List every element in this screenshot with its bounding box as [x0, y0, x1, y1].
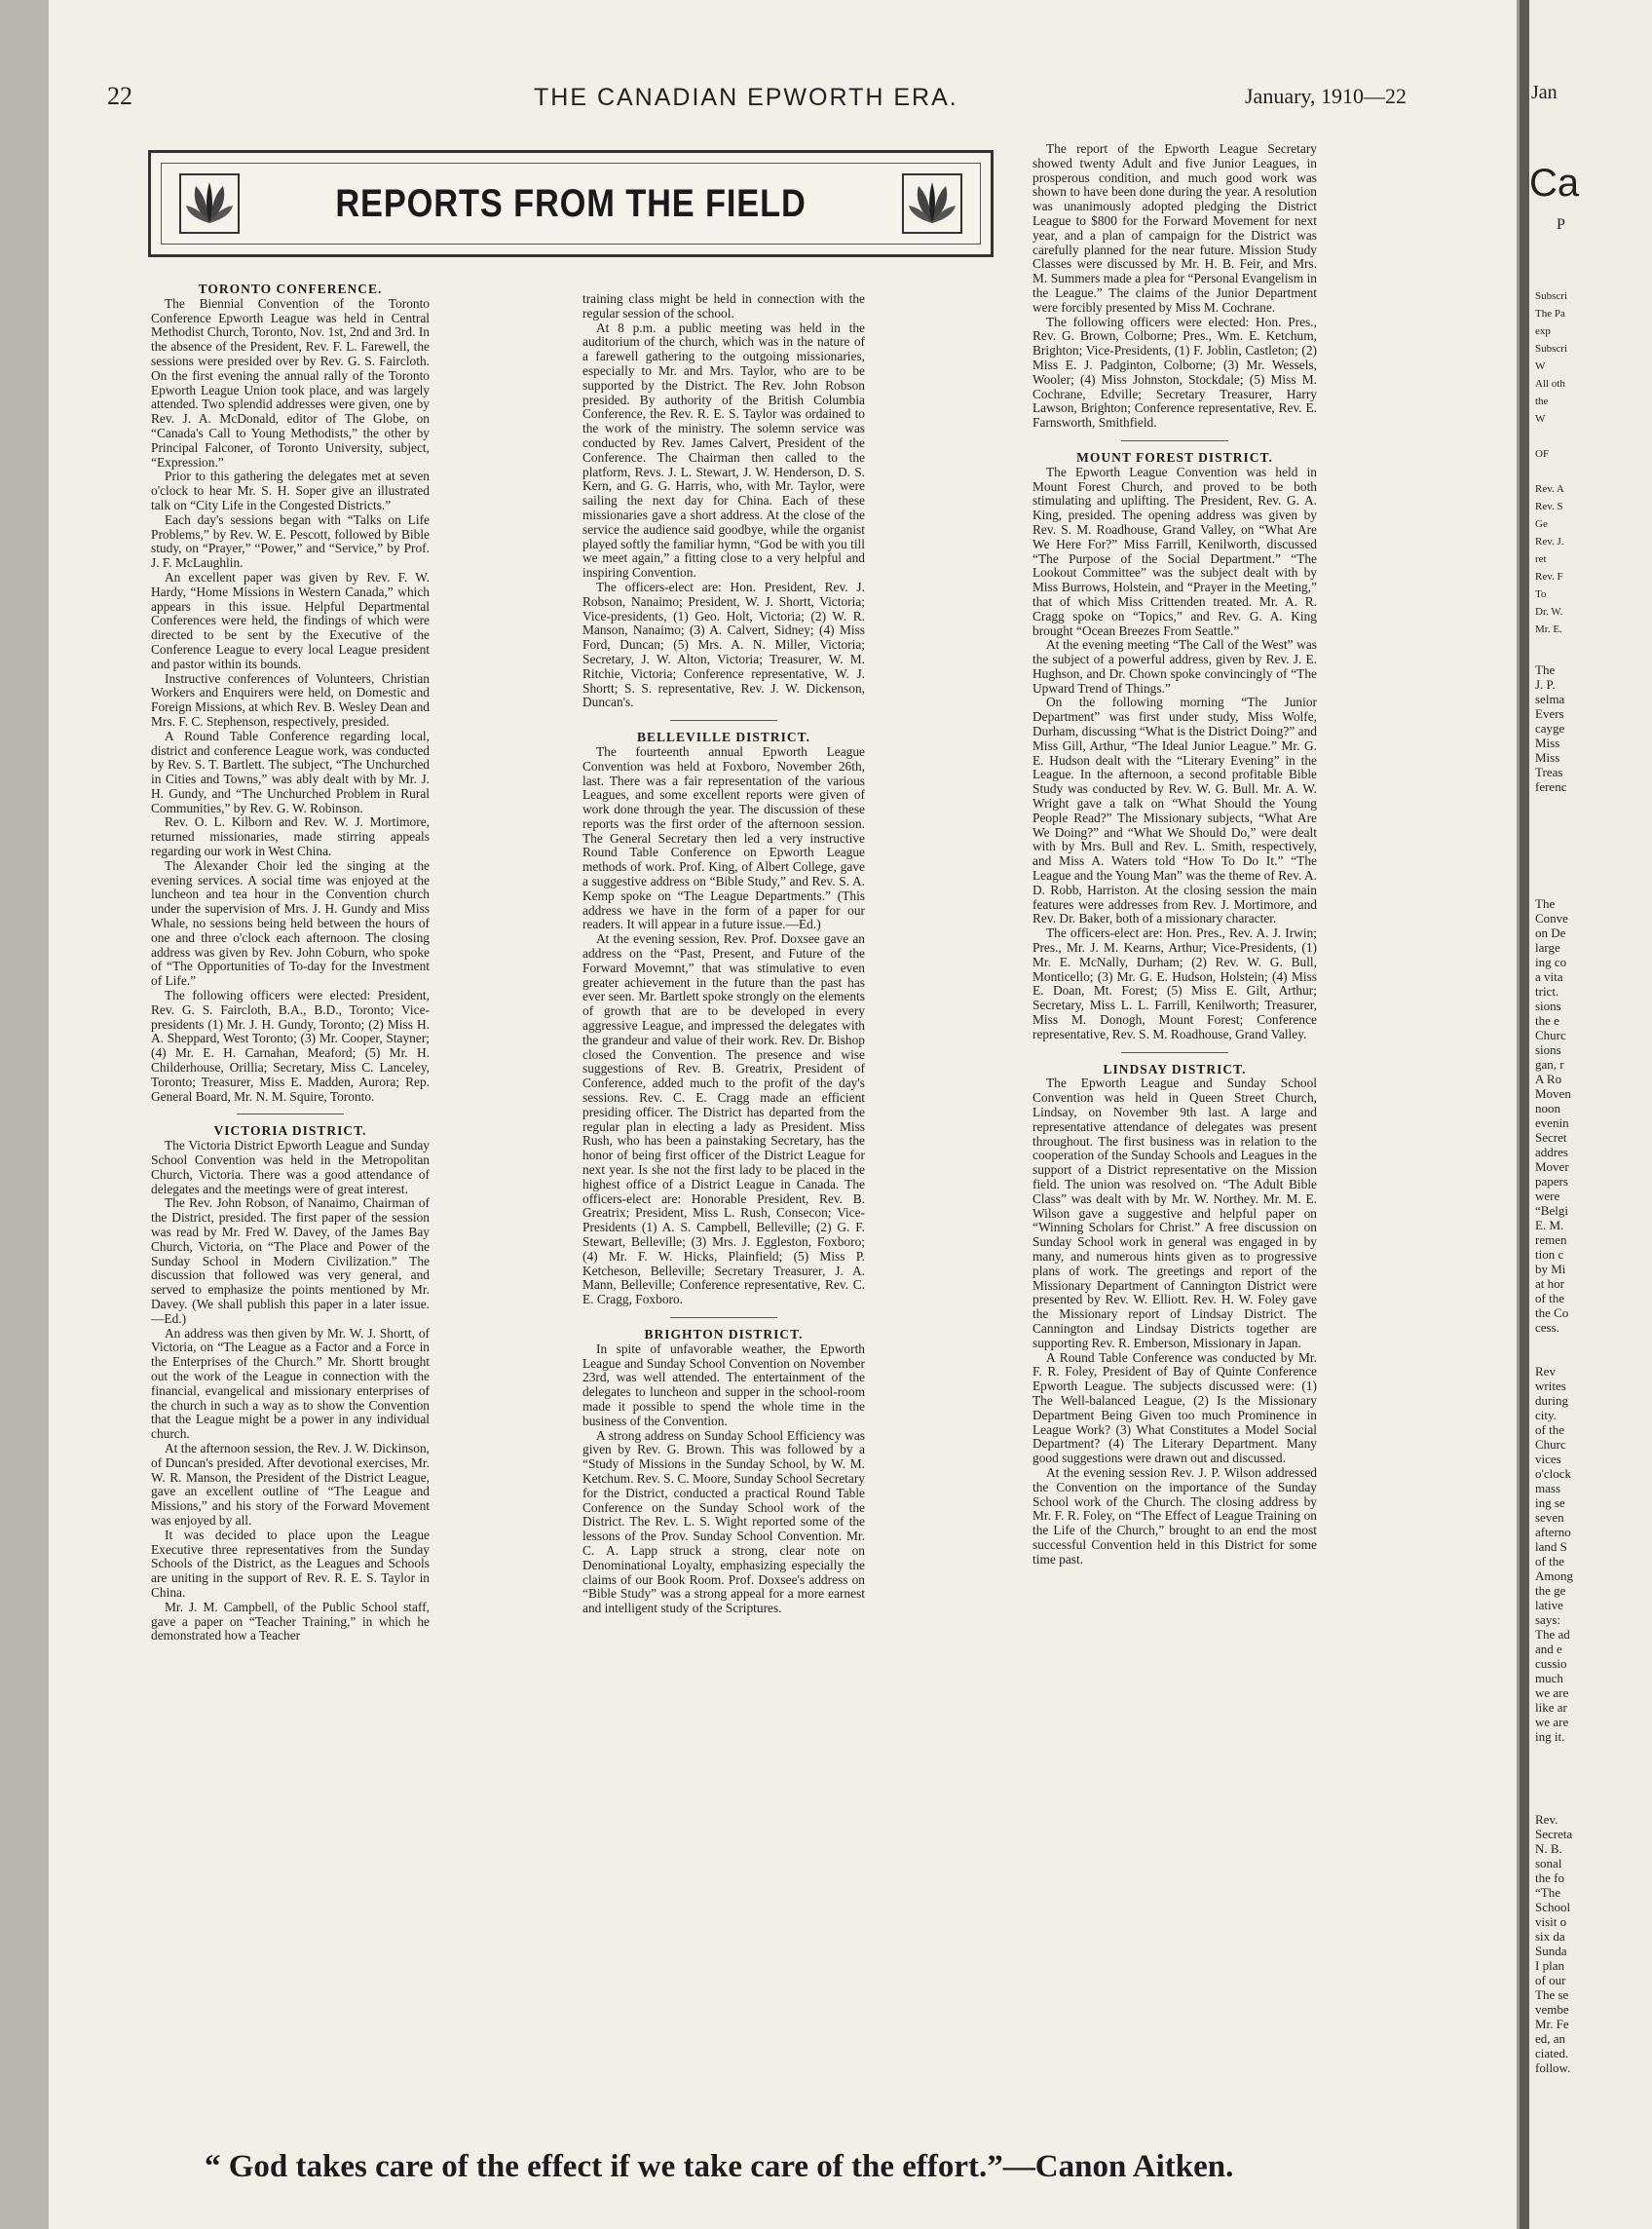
- facing-page-line: mass: [1535, 1481, 1560, 1495]
- facing-page-line: Rev. F: [1535, 571, 1563, 583]
- article-paragraph: The officers-elect are: Hon. President, Rev. J. Robson, Nanaimo; President, W. J. Shortt, Victoria; Vice-presidents, (1) Geo. Holt, Victoria; (2) W. R. Manson, Nanaimo; (3) A. Calvert, Sidney; (4) Miss Ford, Duncan; (5) Mrs. A. N. Miller, Victoria; Secretary, J. W. Alton, Victoria; Treasurer, W. M. Ritchie, Victoria; Conference representative, W. J. Shortt; S. S. representative, Rev. J. W. Dickenson, Duncan's.: [582, 579, 865, 710]
- facing-page-title: Ca: [1529, 162, 1580, 205]
- facing-page-line: E. M.: [1535, 1218, 1564, 1232]
- facing-page-line: W: [1535, 413, 1546, 425]
- facing-page-line: ferenc: [1535, 779, 1567, 794]
- facing-page-line: of the: [1535, 1554, 1564, 1568]
- facing-page-line: A Ro: [1535, 1072, 1562, 1086]
- section-heading: BELLEVILLE DISTRICT.: [636, 730, 811, 745]
- facing-page-line: sions: [1535, 1042, 1561, 1057]
- facing-page-line: evenin: [1535, 1115, 1569, 1130]
- facing-page-line: Dr. W.: [1535, 606, 1563, 618]
- section-banner: [148, 150, 994, 257]
- facing-page-line: sions: [1535, 999, 1561, 1013]
- facing-page-line: we are: [1535, 1685, 1569, 1700]
- facing-page-line: “Belgi: [1535, 1203, 1568, 1218]
- facing-page-line: Rev. A: [1535, 483, 1564, 495]
- section-divider: [1121, 1052, 1228, 1053]
- section-heading: VICTORIA DISTRICT.: [213, 1123, 367, 1139]
- facing-page-line: Secret: [1535, 1130, 1567, 1145]
- section-divider: [670, 720, 777, 721]
- article-paragraph: The Rev. John Robson, of Nanaimo, Chairman of the District, presided. The first paper of the session was read by Mr. Fred W. Davey, of the James Bay Church, Victoria, on “The Place and Power of the Sunday School in Modern Civilization.” The discussion that followed was very general, and served to emphasize the points mentioned by Mr. Davey. (We shall publish this paper in a later issue.—Ed.): [151, 1195, 430, 1326]
- facing-page-line: tion c: [1535, 1247, 1564, 1262]
- article-paragraph: The following officers were elected: Hon. Pres., Rev. G. Brown, Colborne; Pres., Wm. E. Ketchum, Brighton; Vice-Presidents, (1) F. Joblin, Castleton; (2) Miss E. J. Padginton, Colborne; (3) Mr. Wessels, Wooler; (4) Miss Johnston, Stockdale; (5) Miss M. Cochrane, Edville; Secretary Treasurer, Harry Lawson, Brighton; Conference representative, Rev. E. Farnsworth, Smithfield.: [1032, 314, 1317, 431]
- facing-page-line: ret: [1535, 553, 1547, 565]
- article-paragraph: Rev. O. L. Kilborn and Rev. W. J. Mortimore, returned missionaries, made stirring appeals regarding our work in West China.: [151, 814, 430, 859]
- facing-page-line: J. P.: [1535, 677, 1556, 692]
- facing-page-line: visit o: [1535, 1914, 1567, 1929]
- facing-page-line: Treas: [1535, 765, 1563, 779]
- facing-page-line: six da: [1535, 1929, 1565, 1944]
- facing-page-line: and e: [1535, 1642, 1562, 1656]
- leaf-ornament-icon: [898, 172, 966, 241]
- facing-page-line: W: [1535, 360, 1546, 372]
- facing-page-line: Miss: [1535, 750, 1560, 765]
- facing-page-line: Ge: [1535, 518, 1548, 530]
- facing-page-line: ing it.: [1535, 1729, 1565, 1744]
- facing-page-line: gan, r: [1535, 1057, 1564, 1072]
- facing-page-line: Rev: [1535, 1364, 1556, 1379]
- facing-page-line: seven: [1535, 1510, 1564, 1525]
- facing-page-line: The: [1535, 662, 1556, 677]
- facing-page-line: cess.: [1535, 1320, 1559, 1335]
- article-paragraph: training class might be held in connection with the regular session of the school.: [582, 291, 865, 321]
- article-paragraph: The report of the Epworth League Secretary showed twenty Adult and five Junior Leagues, in prosperous condition, and much good work was shown to have been done during the year. A resolution was unanimously adopted pledging the District League to $800 for the Forward Movement for next year, and a plan of campaign for the District was carefully planned for the near future. Mission Study Classes were discussed by Mr. H. B. Feir, and Mrs. M. Summers made a plea for “Personal Evangelism in the League.” The claims of the Junior Department were forcibly presented by Miss M. Cochrane.: [1032, 141, 1317, 315]
- facing-page-line: large: [1535, 940, 1560, 955]
- facing-page-line: the e: [1535, 1013, 1559, 1028]
- facing-page-line: Conve: [1535, 911, 1568, 926]
- article-paragraph: Prior to this gathering the delegates met at seven o'clock to hear Mr. S. H. Soper give an illustrated talk on “City Life in the Congested Districts.”: [151, 469, 430, 512]
- facing-page-line: o'clock: [1535, 1466, 1571, 1481]
- facing-page-line: Mover: [1535, 1159, 1569, 1174]
- facing-page-line: exp: [1535, 325, 1551, 337]
- facing-page-line: writes: [1535, 1379, 1566, 1393]
- article-paragraph: The Epworth League Convention was held in Mount Forest Church, and proved to be both stimulating and uplifting. The President, Rev. G. A. King, presided. The opening address was given by Rev. S. M. Roadhouse, Grand Valley, on “What Are We Here For?” Miss Farrill, Kenilworth, discussed “The Purpose of the Social Department.” “The Lookout Committee” was the subject dealt with by Miss Burrows, Holstein, and “Prayer in the Meeting,” that of which Miss Crittenden treated. Mr. A. R. Cragg spoke on “Topics,” and Rev. G. A. King brought “Ocean Breezes From Seattle.”: [1032, 464, 1317, 638]
- article-paragraph: A Round Table Conference regarding local, district and conference League work, was conducted by Rev. S. T. Bartlett. The subject, “The Unchurched in Cities and Towns,” was ably dealt with by Mr. J. H. Gundy, and “The Unchurched Problem in Rural Communities,” by Rev. G. W. Robinson.: [151, 728, 430, 815]
- article-paragraph: The Epworth League and Sunday School Convention was held in Queen Street Church, Lindsay, on November 9th last. A large and representative attendance of delegates was present throughout. The first business was in relation to the cooperation of the Sunday Schools and Leagues in the support of a District representative on the Mission field. The union was resolved on. “The Adult Bible Class” was dealt with by Mr. W. Northey. Mr. M. E. Wilson gave a suggestive and helpful paper on “Winning Scholars for Christ.” A free discussion on Sunday School work in general was engaged in by many, and numerous hints given as to progressive plans of work. The greetings and report of the Missionary Department of Cannington District were presented by Rev. W. Elliott. Rev. H. W. Foley gave the Missionary report of Lindsay District. The Cannington and Lindsay Districts together are supporting Rev. R. Emberson, Missionary in Japan.: [1032, 1076, 1317, 1350]
- facing-page-line: All oth: [1535, 378, 1565, 390]
- facing-page-line: Mr. E.: [1535, 623, 1562, 635]
- facing-page-line: N. B.: [1535, 1841, 1562, 1856]
- article-paragraph: The following officers were elected: President, Rev. G. S. Faircloth, B.A., B.D., Toronto; Vice-presidents (1) Mr. J. H. Gundy, Toronto; (2) Miss H. A. Sheppard, West Toronto; (3) Mr. Cooper, Stayner; (4) Mr. E. H. Carnahan, Meaford; (5) Mr. H. Childerhouse, Orillia; Secretary, Miss C. Lanceley, Toronto; Treasurer, Miss E. Madden, Aurora; Rep. General Board, Mr. N. M. Squire, Toronto.: [151, 988, 430, 1104]
- facing-page-line: The Pa: [1535, 308, 1565, 320]
- facing-page-line: sonal: [1535, 1856, 1562, 1870]
- facing-page-line: noon: [1535, 1101, 1560, 1115]
- section-divider: [670, 1317, 777, 1318]
- section-divider: [1121, 440, 1228, 441]
- article-paragraph: At the evening session, Rev. Prof. Doxsee gave an address on the “Past, Present, and Future of the Forward Movemnt,” that was stimulative to even greater achievement in the future than the past has ever seen. Mr. Bartlett spoke strongly on the elements of growth that are to be developed in every aggressive League, and impressed the delegates with the grandeur and value of their work. Rev. Dr. Bishop closed the Convention. The presence and wise suggestions of Rev. B. Greatrix, President of Conference, added much to the profit of the day's sessions. Rev. C. E. Cragg made an efficient presiding officer. The District has departed from the regular plan in electing a lady as President. Miss Rush, who has been a painstaking Secretary, has the honor of being first officer of the District League for next year. Is she not the first lady to be placed in the highest office of a District League in Canada. The officers-elect are: Honorable President, Rev. B. Greatrix; President, Miss L. Rush, Consecon; Vice-Presidents (1) A. S. Campbell, Belleville; (2) G. F. Stewart, Belleville; (3) Mrs. J. Eggleston, Foxboro; (4) Mr. F. W. Hicks, Plainfield; (5) Miss P. Ketcheson, Belleville; Secretary Treasurer, J. A. Mann, Belleville; Conference representative, Rev. C. E. Cragg, Foxboro.: [582, 931, 865, 1307]
- facing-page-line: the: [1535, 396, 1549, 407]
- facing-page-line: The ad: [1535, 1627, 1570, 1642]
- facing-page-line: were: [1535, 1189, 1560, 1203]
- facing-page-line: ing se: [1535, 1495, 1565, 1510]
- facing-page-line: I plan: [1535, 1958, 1564, 1973]
- article-paragraph: The fourteenth annual Epworth League Convention was held at Foxboro, November 26th, last. There was a fair representation of the various Leagues, and some excellent reports were given of work done through the year. The discussion of these reports was the first order of the afternoon session. The General Secretary then led a very instructive Round Table Conference on Epworth League methods of work. Prof. King, of Albert College, gave a suggestive address on “Bible Study,” and Rev. S. A. Kemp spoke on “The League Departments.” (This address we have in the form of a paper for our readers. It will appear in a future issue.—Ed.): [582, 743, 865, 932]
- facing-page-line: The: [1535, 896, 1556, 911]
- facing-page-line: Sunda: [1535, 1944, 1567, 1958]
- facing-page-line: like ar: [1535, 1700, 1567, 1715]
- facing-page-line: cussio: [1535, 1656, 1567, 1671]
- article-paragraph: The Victoria District Epworth League and Sunday School Convention was held in the Metropolitan Church, Victoria. There was a good attendance of delegates and the meetings were of great interest.: [151, 1138, 430, 1196]
- book-gutter: [1520, 0, 1529, 2229]
- facing-page-line: much: [1535, 1671, 1563, 1685]
- article-paragraph: Each day's sessions began with “Talks on Life Problems,” by Rev. W. E. Pescott, followed by Bible study, on “Prayer,” “Power,” and “Service,” by Prof. J. F. McLaughlin.: [151, 511, 430, 571]
- facing-page-subtitle: P: [1557, 216, 1565, 233]
- facing-page-line: The se: [1535, 1987, 1569, 2002]
- section-heading: BRIGHTON DISTRICT.: [644, 1326, 804, 1341]
- scan-margin-left: [0, 0, 49, 2229]
- facing-page-line: selma: [1535, 692, 1565, 706]
- facing-page-line: cayge: [1535, 721, 1565, 736]
- facing-page-line: by Mi: [1535, 1262, 1566, 1276]
- facing-page-line: of our: [1535, 1973, 1566, 1987]
- article-paragraph: At the evening session Rev. J. P. Wilson addressed the Convention on the importance of the Sunday School work of the Church. The closing address by Mr. F. R. Foley, on “The Effect of League Training on the Life of the Church,” brought to an end the most successful Convention held in this District for some time past.: [1032, 1464, 1317, 1567]
- article-paragraph: An excellent paper was given by Rev. F. W. Hardy, “Home Missions in Western Canada,” which appears in this issue. Helpful Departmental Conferences were held, the findings of which were directed to be sent by the Executive of the Conference League to every local League president and pastor within its bounds.: [151, 569, 430, 671]
- article-paragraph: At 8 p.m. a public meeting was held in the auditorium of the church, which was in the nature of a farewell gathering to the outgoing missionaries, especially to Mr. and Mrs. Taylor, who are to be supported by the District. The Rev. John Robson presided. By authority of the British Columbia Conference, the Rev. R. E. S. Taylor was ordained to the work of the ministry. The solemn service was conducted by Rev. James Calvert, President of the Conference. The Chairman then called to the platform, Revs. J. L. Stewart, J. W. Henderson, D. S. Kern, and G. G. Harris, who, with Mr. Taylor, were sailing the next day for China. Each of these missionaries gave a short address. At the close of the service the audience said goodbye, while the organist played softly the familiar hymn, “God be with you till we meet again,” a fitting close to a very helpful and inspiring Convention.: [582, 320, 865, 581]
- journal-title: THE CANADIAN EPWORTH ERA.: [534, 84, 958, 111]
- article-paragraph: In spite of unfavorable weather, the Epworth League and Sunday School Convention on November 23rd, was well attended. The entertainment of the delegates to luncheon and supper in the school-room made it possible to spend the whole time in the business of the Convention.: [582, 1341, 865, 1428]
- article-paragraph: Instructive conferences of Volunteers, Christian Workers and Enquirers were held, on Domestic and Foreign Missions, at which Rev. B. Wesley Dean and Mrs. F. C. Stephenson, respectively, presided.: [151, 670, 430, 729]
- facing-page-line: lative: [1535, 1598, 1563, 1612]
- article-paragraph: At the afternoon session, the Rev. J. W. Dickinson, of Duncan's presided. After devotional exercises, Mr. W. R. Manson, the President of the District League, gave an excellent outline of “The League and Missions,” and his story of the Forward Movement was enjoyed by all.: [151, 1440, 430, 1528]
- facing-page-line: vembe: [1535, 2002, 1569, 2017]
- article-paragraph: The officers-elect are: Hon. Pres., Rev. A. J. Irwin; Pres., Mr. J. M. Kearns, Arthur; Vice-Presidents, (1) Mr. E. McNally, Durham; (2) Rev. W. G. Bull, Monticello; (3) Mr. G. E. Hudson, Holstein; (4) Miss E. Doan, Mt. Forest; (5) Miss E. Gilt, Arthur; Secretary, Miss L. L. Farrill, Kenilworth; Treasurer, Miss M. Donogh, Mount Forest; Conference representative, Rev. S. M. Roadhouse, Grand Valley.: [1032, 926, 1317, 1041]
- article-paragraph: The Alexander Choir led the singing at the evening services. A social time was enjoyed at the luncheon and tea hour in the Convention church under the supervision of Mrs. J. H. Gundy and Miss Whale, no sessions being held between the hours of one and three o'clock each afternoon. The closing address was given by Rev. John Coburn, who spoke of “The Opportunities of To-day for the Investment of Life.”: [151, 857, 430, 989]
- facing-page-line: Rev. J.: [1535, 536, 1564, 548]
- article-paragraph: The Biennial Convention of the Toronto Conference Epworth League was held in Central Methodist Church, Toronto, Nov. 1st, 2nd and 3rd. In the absence of the President, Rev. F. L. Farewell, the sessions were presided over by Rev. G. S. Faircloth. On the first evening the annual rally of the Toronto Epworth League Union took place, and was largely attended. Two splendid addresses were given, one by Rev. J. A. McDonald, editor of The Globe, on “Canada's Call to Young Methodists,” the other by Principal Falconer, of Toronto University, subject, “Expression.”: [151, 295, 430, 470]
- facing-page-line: OF: [1535, 448, 1550, 460]
- article-paragraph: Mr. J. M. Campbell, of the Public School staff, gave a paper on “Teacher Training,” in which he demonstrated how a Teacher: [151, 1599, 430, 1643]
- facing-page-line: on De: [1535, 926, 1566, 940]
- facing-page-line: remen: [1535, 1232, 1567, 1247]
- facing-page-line: at hor: [1535, 1276, 1564, 1291]
- facing-page-line: Among: [1535, 1568, 1573, 1583]
- page-number: 22: [107, 82, 132, 110]
- facing-page-line: addres: [1535, 1145, 1568, 1159]
- article-column-1: [151, 283, 430, 1643]
- facing-page-line: during: [1535, 1393, 1568, 1408]
- facing-page-line: says:: [1535, 1612, 1560, 1627]
- facing-page-fragment: [1529, 0, 1652, 2229]
- facing-page-line: a vita: [1535, 969, 1563, 984]
- facing-page-line: Rev.: [1535, 1812, 1558, 1827]
- facing-page-line: Churc: [1535, 1028, 1566, 1042]
- issue-date: January, 1910—22: [1245, 84, 1407, 108]
- section-heading: TORONTO CONFERENCE.: [198, 282, 383, 296]
- facing-page-line: ing co: [1535, 955, 1567, 969]
- facing-page-line: the Co: [1535, 1305, 1569, 1320]
- article-paragraph: It was decided to place upon the League Executive three representatives from the Sunday Schools of the District, as the Leagues and Schools are uniting in the support of Rev. R. E. S. Taylor in China.: [151, 1527, 430, 1600]
- article-column-2: [582, 292, 865, 1616]
- facing-page-line: follow.: [1535, 2060, 1571, 2075]
- facing-page-line: the fo: [1535, 1870, 1564, 1885]
- facing-page-line: Miss: [1535, 736, 1560, 750]
- facing-page-line: the ge: [1535, 1583, 1566, 1598]
- section-heading: MOUNT FOREST DISTRICT.: [1076, 449, 1273, 465]
- facing-page-line: city.: [1535, 1408, 1557, 1422]
- facing-page-line: Moven: [1535, 1086, 1571, 1101]
- facing-page-line: Evers: [1535, 706, 1564, 721]
- article-paragraph: A Round Table Conference was conducted by Mr. F. R. Foley, President of Bay of Quinte Conference Epworth League. The subjects discussed were: (1) The Well-balanced League, (2) Is the Missionary Department Being Given too much Prominence in League Work? (3) What Constitutes a Model Social Department? (4) The Literary Department. Many good suggestions were drawn out and discussed.: [1032, 1349, 1317, 1466]
- article-column-3: [1032, 142, 1317, 1568]
- facing-page-line: Mr. Fe: [1535, 2017, 1569, 2031]
- facing-page-line: land S: [1535, 1539, 1567, 1554]
- facing-page-line: vices: [1535, 1452, 1561, 1466]
- facing-page-line: papers: [1535, 1174, 1568, 1189]
- facing-page-line: afterno: [1535, 1525, 1571, 1539]
- facing-page-line: Churc: [1535, 1437, 1566, 1452]
- banner-title: REPORTS FROM THE FIELD: [335, 182, 807, 225]
- article-paragraph: On the following morning “The Junior Department” was first under study, Miss Wolfe, Durham, discussing “What is the District Doing?” and Miss Gill, Arthur, “The Ideal Junior League.” Mr. G. E. Hudson dealt with the “Literary Evening” in the League. In the afternoon, a second profitable Bible Study was conducted by Rev. W. G. Bull. Mr. A. W. Wright gave a talk on “What Should the Young People Read?” The Missionary subjects, “What Are We Doing?” and “What We Should Do,” were dealt with by Mrs. Bull and Rev. L. Smith, respectively, and Miss A. Waters told “How To Do It.” “The League and the Young Man” was the theme of Rev. A. D. Robb, Harriston. At the closing session the main features were addresses from Rev. J. Mortimore, and Rev. Dr. Baker, both of a missionary character.: [1032, 695, 1317, 926]
- section-heading: LINDSAY DISTRICT.: [1103, 1061, 1247, 1077]
- article-paragraph: A strong address on Sunday School Efficiency was given by Rev. G. Brown. This was followed by a “Study of Missions in the Sunday School, by W. M. Ketchum. Rev. S. C. Moore, Sunday School Secretary for the District, conducted a practical Round Table Conference on the Sunday School work of the District. The Rev. L. S. Wight reported some of the lessons of the Prov. Sunday School Convention. Mr. C. A. Lapp struck a strong, clear note on Denominational Loyalty, emphasizing especially the claims of our Book Room. Prof. Doxsee's address on “Bible Study” was a strong appeal for a more earnest and intelligent study of the Scriptures.: [582, 1427, 865, 1616]
- facing-page-line: of the: [1535, 1291, 1564, 1305]
- facing-page-line: School: [1535, 1900, 1571, 1914]
- facing-page-line: Rev. S: [1535, 501, 1563, 512]
- article-paragraph: At the evening meeting “The Call of the West” was the subject of a powerful address, given by Rev. J. E. Hughson, and Dr. Chown spoke convincingly of “The Upward Trend of Things.”: [1032, 637, 1317, 696]
- facing-page-line: “The: [1535, 1885, 1560, 1900]
- article-paragraph: An address was then given by Mr. W. J. Shortt, of Victoria, on “The League as a Factor and a Force in the Enterprises of the Church.” Mr. Shortt brought out the work of the League in connection with the financial, evangelical and missionary enterprises of the church in such a way as to show the Convention that the League might be a power in any individual church.: [151, 1325, 430, 1442]
- facing-page-line: Secreta: [1535, 1827, 1573, 1841]
- facing-page-line: Subscri: [1535, 343, 1567, 355]
- facing-page-line: ciated.: [1535, 2046, 1569, 2060]
- facing-page-header: Jan: [1531, 82, 1558, 103]
- facing-page-line: we are: [1535, 1715, 1569, 1729]
- footer-quote: “ God takes care of the effect if we take care of the effort.”—Canon Aitken.: [205, 2149, 1234, 2184]
- facing-page-line: ed, an: [1535, 2031, 1566, 2046]
- facing-page-line: Subscri: [1535, 290, 1567, 302]
- facing-page-line: trict.: [1535, 984, 1559, 999]
- facing-page-line: To: [1535, 588, 1547, 600]
- facing-page-line: of the: [1535, 1422, 1564, 1437]
